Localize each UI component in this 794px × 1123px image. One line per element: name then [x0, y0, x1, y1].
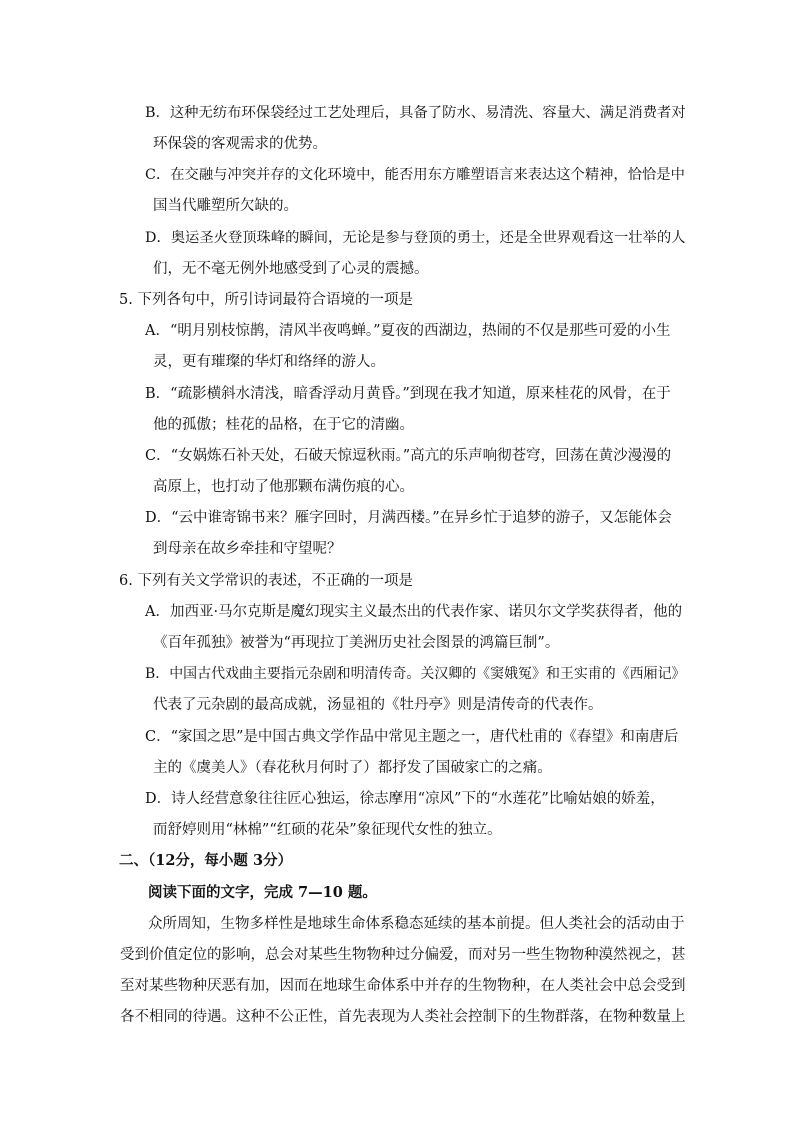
q5-option-a-line2: 灵，更有璀璨的华灯和络绎的游人。: [153, 354, 385, 370]
q5-option-c-line1: C．“女娲炼石补天处，石破天惊逗秋雨。”高亢的乐声响彻苍穹，回荡在黄沙漫漫的: [145, 448, 672, 464]
q6-option-b-line1: B．中国古代戏曲主要指元杂剧和明清传奇。关汉卿的《窦娥冤》和王实甫的《西厢记》: [145, 666, 686, 682]
q4-option-d-line1: D．奥运圣火登顶珠峰的瞬间，无论是参与登顶的勇士，还是全世界观看这一壮举的人: [145, 230, 686, 246]
q6-option-d-line1: D．诗人经营意象往往匠心独运，徐志摩用“凉风”下的“水莲花”比喻姑娘的娇羞，: [145, 791, 665, 807]
q6-option-d-line2: 而舒婷则用“林棉”“红硕的花朵”象征现代女性的独立。: [153, 822, 502, 838]
reading-instruction: 阅读下面的文字，完成 7—10 题。: [148, 884, 377, 901]
q5-option-a-line1: A．“明月别枝惊鹊，清风半夜鸣蝉。”夏夜的西湖边，热闹的不仅是那些可爱的小生: [145, 323, 671, 339]
q6-option-a-line2: 《百年孤独》被誉为“再现拉丁美洲历史社会图景的鸿篇巨制”。: [153, 635, 560, 651]
q6-stem: 6. 下列有关文学常识的表述，不正确的一项是: [119, 573, 413, 589]
section-heading: 二、（12分，每小题 3分）: [119, 852, 293, 869]
q5-option-b-line1: B．“疏影横斜水清浅，暗香浮动月黄昏。”到现在我才知道，原来桂花的风骨，在于: [145, 386, 671, 402]
passage-line-1: 众所周知，生物多样性是地球生命体系稳态延续的基本前提。但人类社会的活动由于: [148, 916, 685, 932]
q4-option-d-line2: 们，无不毫无例外地感受到了心灵的震撼。: [153, 261, 429, 277]
q4-option-c-line2: 国当代雕塑所欠缺的。: [153, 198, 298, 214]
q5-option-d-line2: 到母亲在故乡牵挂和守望呢？: [153, 541, 342, 557]
q4-option-b-line1: B．这种无纺布环保袋经过工艺处理后，具备了防水、易清洗、容量大、满足消费者对: [145, 105, 686, 121]
q4-option-c-line1: C．在交融与冲突并存的文化环境中，能否用东方雕塑语言来表达这个精神，恰恰是中: [145, 167, 685, 183]
q5-option-b-line2: 他的孤傲；桂花的品格，在于它的清幽。: [153, 417, 414, 433]
q4-option-b-line2: 环保袋的客观需求的优势。: [153, 136, 327, 152]
q5-stem: 5. 下列各句中，所引诗词最符合语境的一项是: [119, 292, 413, 308]
q6-option-c-line2: 主的《虞美人》（春花秋月何时了）都抒发了国破家亡的之痛。: [153, 760, 552, 776]
q5-option-d-line1: D．“云中谁寄锦书来？雁字回时，月满西楼。”在异乡忙于追梦的游子，又怎能体会: [145, 510, 672, 526]
q5-option-c-line2: 高原上，也打动了他那颗布满伤痕的心。: [153, 479, 414, 495]
passage-line-4: 各不相同的待遇。这种不公正性，首先表现为人类社会控制下的生物群落，在物种数量上: [120, 1009, 686, 1025]
q6-option-b-line2: 代表了元杂剧的最高成就，汤显祖的《牡丹亭》则是清传奇的代表作。: [153, 697, 603, 713]
passage-line-2: 受到价值定位的影响，总会对某些生物物种过分偏爱，而对另一些生物物种漠然视之，甚: [120, 947, 686, 963]
q6-option-c-line1: C．“家国之思”是中国古典文学作品中常见主题之一，唐代杜甫的《春望》和南唐后: [145, 729, 679, 745]
q6-option-a-line1: A．加西亚·马尔克斯是魔幻现实主义最杰出的代表作家、诺贝尔文学奖获得者，他的: [145, 604, 683, 620]
passage-line-3: 至对某些物种厌恶有加，因而在地球生命体系中并存的生物物种，在人类社会中总会受到: [120, 978, 686, 994]
